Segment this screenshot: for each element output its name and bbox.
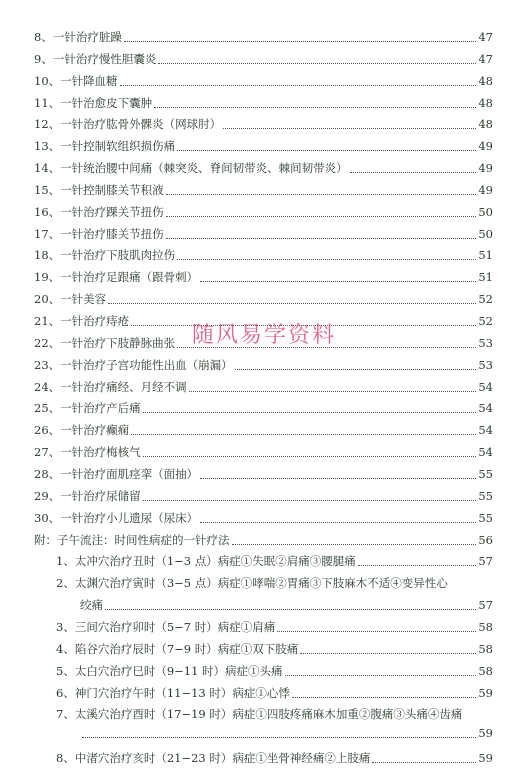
toc-entry-title: 27、一针治疗梅核气 <box>34 445 141 459</box>
toc-entry <box>34 27 493 47</box>
dot-leader <box>143 456 477 457</box>
dot-leader <box>105 609 476 610</box>
dot-leader <box>143 500 477 501</box>
toc-entry-title: 23、一针治疗子宫功能性出血（崩漏） <box>34 358 233 372</box>
toc-entry <box>34 442 493 462</box>
toc-page-number: 57 <box>478 554 493 568</box>
dot-leader <box>223 128 476 129</box>
toc-page-number: 54 <box>478 445 493 459</box>
toc-page-number: 59 <box>478 751 493 765</box>
dot-leader <box>108 303 476 304</box>
toc-entry-title: 24、一针治疗痛经、月经不调 <box>34 380 187 394</box>
toc-page-number: 58 <box>478 664 493 678</box>
dot-leader <box>200 522 476 523</box>
dot-leader <box>358 565 477 566</box>
toc-entry <box>34 158 493 178</box>
toc-entry-title: 2、太渊穴治疗寅时（3−5 点）病症①哮喘②胃痛③下肢麻木不适④变异性心 <box>56 576 448 590</box>
toc-page-number: 52 <box>478 292 493 306</box>
toc-entry <box>34 245 493 265</box>
dot-leader <box>350 172 477 173</box>
toc-entry-title: 3、三间穴治疗卯时（5−7 时）病症①肩痛 <box>56 620 276 634</box>
toc-entry <box>34 202 493 222</box>
dot-leader <box>131 434 476 435</box>
dot-leader <box>200 281 476 282</box>
toc-entry-title: 8、一针治疗脏躁 <box>34 30 122 44</box>
toc-entry <box>34 377 493 397</box>
toc-sub-entry <box>56 573 493 593</box>
toc-sub-entry <box>56 661 493 681</box>
toc-page-number: 49 <box>478 183 493 197</box>
toc-entry <box>34 136 493 156</box>
toc-page-number: 57 <box>478 598 493 612</box>
toc-entry-title: 30、一针治疗小儿遗尿（尿床） <box>34 511 199 525</box>
toc-page-number: 59 <box>478 686 493 700</box>
toc-entry <box>34 508 493 528</box>
toc-page-number: 49 <box>478 139 493 153</box>
toc-page-number: 50 <box>478 205 493 219</box>
toc-entry-title: 13、一针控制软组织损伤痛 <box>34 139 176 153</box>
toc-page-number: 48 <box>478 74 493 88</box>
dot-leader <box>285 675 477 676</box>
toc-entry-title: 6、神门穴治疗午时（11−13 时）病症①心悸 <box>56 686 290 700</box>
dot-leader <box>143 412 477 413</box>
dot-leader <box>372 762 476 763</box>
toc-sub-entry <box>56 551 493 571</box>
toc-entry-title: 28、一针治疗面肌痉挛（面抽） <box>34 467 199 481</box>
toc-entry <box>34 49 493 69</box>
toc-entry <box>34 398 493 418</box>
toc-page-number: 54 <box>478 380 493 394</box>
toc-page-number: 52 <box>478 314 493 328</box>
toc-page-number: 55 <box>478 489 493 503</box>
toc-sub-entry <box>56 748 493 768</box>
dot-leader <box>166 216 477 217</box>
toc-page-number: 47 <box>478 52 493 66</box>
toc-entry-title: 21、一针治疗痔疮 <box>34 314 130 328</box>
toc-entry-title: 26、一针治疗癫痫 <box>34 423 130 437</box>
toc-sub-entry <box>56 617 493 637</box>
dot-leader <box>154 107 476 108</box>
toc-entry <box>34 93 493 113</box>
toc-entry-title: 20、一针美容 <box>34 292 107 306</box>
toc-entry <box>34 355 493 375</box>
toc-page-number: 58 <box>478 642 493 656</box>
dot-leader <box>177 150 476 151</box>
toc-sub-entry-leader <box>80 723 493 743</box>
toc-page-number: 54 <box>478 423 493 437</box>
dot-leader <box>82 737 476 738</box>
toc-page-number: 54 <box>478 401 493 415</box>
dot-leader <box>189 391 477 392</box>
toc-entry-title: 1、太冲穴治疗丑时（1−3 点）病症①失眠②肩痛③腰腿痛 <box>56 554 356 568</box>
toc-page-number: 48 <box>478 96 493 110</box>
toc-entry-title: 12、一针治疗肱骨外髁炎（网球肘） <box>34 117 222 131</box>
toc-sub-entry <box>56 683 493 703</box>
dot-leader <box>120 85 477 86</box>
toc-entry-title: 17、一针治疗膝关节扭伤 <box>34 227 164 241</box>
toc-page-number: 55 <box>478 511 493 525</box>
toc-entry <box>34 114 493 134</box>
toc-entry-title: 5、太白穴治疗巳时（9−11 时）病症①头痛 <box>56 664 283 678</box>
dot-leader <box>300 653 476 654</box>
toc-page-number: 50 <box>478 227 493 241</box>
dot-leader <box>200 478 476 479</box>
watermark: 随风易学资料 <box>192 323 337 348</box>
toc-entry-title: 4、陷谷穴治疗辰时（7−9 时）病症①双下肢痛 <box>56 642 299 656</box>
toc-sub-entry <box>56 639 493 659</box>
toc-page-number: 49 <box>478 161 493 175</box>
toc-entry-title: 22、一针治疗下肢静脉曲张 <box>34 336 176 350</box>
toc-entry <box>34 224 493 244</box>
toc-page-number: 47 <box>478 30 493 44</box>
toc-entry-title: 29、一针治疗尿储留 <box>34 489 141 503</box>
toc-entry <box>34 464 493 484</box>
toc-page-number: 58 <box>478 620 493 634</box>
toc-page-number: 48 <box>478 117 493 131</box>
toc-entry-title: 绞痛 <box>80 598 103 612</box>
dot-leader <box>235 369 477 370</box>
toc-appendix <box>34 530 493 550</box>
toc-entry-title: 15、一针控制膝关节积液 <box>34 183 164 197</box>
toc-entry-title: 14、一针统治腰中间痛（棘突炎、脊间韧带炎、棘间韧带炎） <box>34 161 348 175</box>
dot-leader <box>232 544 477 545</box>
dot-leader <box>124 41 477 42</box>
toc-entry-title: 19、一针治疗足跟痛（跟骨刺） <box>34 270 199 284</box>
toc-page-number: 59 <box>478 726 493 740</box>
toc-entry <box>34 486 493 506</box>
toc-sub-entry <box>56 704 493 724</box>
dot-leader <box>158 63 476 64</box>
toc-page-number: 56 <box>478 533 493 547</box>
toc-entry-title: 7、太溪穴治疗酉时（17−19 时）病症①四肢疼痛麻木加重②腹痛③头痛④齿痛 <box>56 707 463 721</box>
toc-page-number: 51 <box>478 270 493 284</box>
toc-entry-title: 11、一针治愈皮下囊肿 <box>34 96 153 110</box>
toc-page-number: 53 <box>478 358 493 372</box>
toc-entry-title: 附：子午流注：时间性病症的一针疗法 <box>34 533 230 547</box>
toc-page-number: 55 <box>478 467 493 481</box>
toc-page-number: 51 <box>478 248 493 262</box>
dot-leader <box>177 259 476 260</box>
toc-entry <box>34 267 493 287</box>
dot-leader <box>292 697 476 698</box>
toc-sub-entry-cont <box>80 595 493 615</box>
toc-entry-title: 9、一针治疗慢性胆囊炎 <box>34 52 157 66</box>
toc-entry-title: 8、中渚穴治疗亥时（21−23 时）病症①坐骨神经痛②上肢痛 <box>56 751 371 765</box>
toc-entry-title: 16、一针治疗踝关节扭伤 <box>34 205 164 219</box>
toc-entry <box>34 71 493 91</box>
toc-entry <box>34 180 493 200</box>
toc-page-number: 53 <box>478 336 493 350</box>
dot-leader <box>277 631 476 632</box>
toc-entry <box>34 420 493 440</box>
toc-entry-title: 10、一针降血糖 <box>34 74 118 88</box>
toc-entry-title: 18、一针治疗下肢肌肉拉伤 <box>34 248 176 262</box>
toc-entry-title: 25、一针治疗产后痛 <box>34 401 141 415</box>
dot-leader <box>166 238 477 239</box>
dot-leader <box>166 194 477 195</box>
toc-entry <box>34 289 493 309</box>
